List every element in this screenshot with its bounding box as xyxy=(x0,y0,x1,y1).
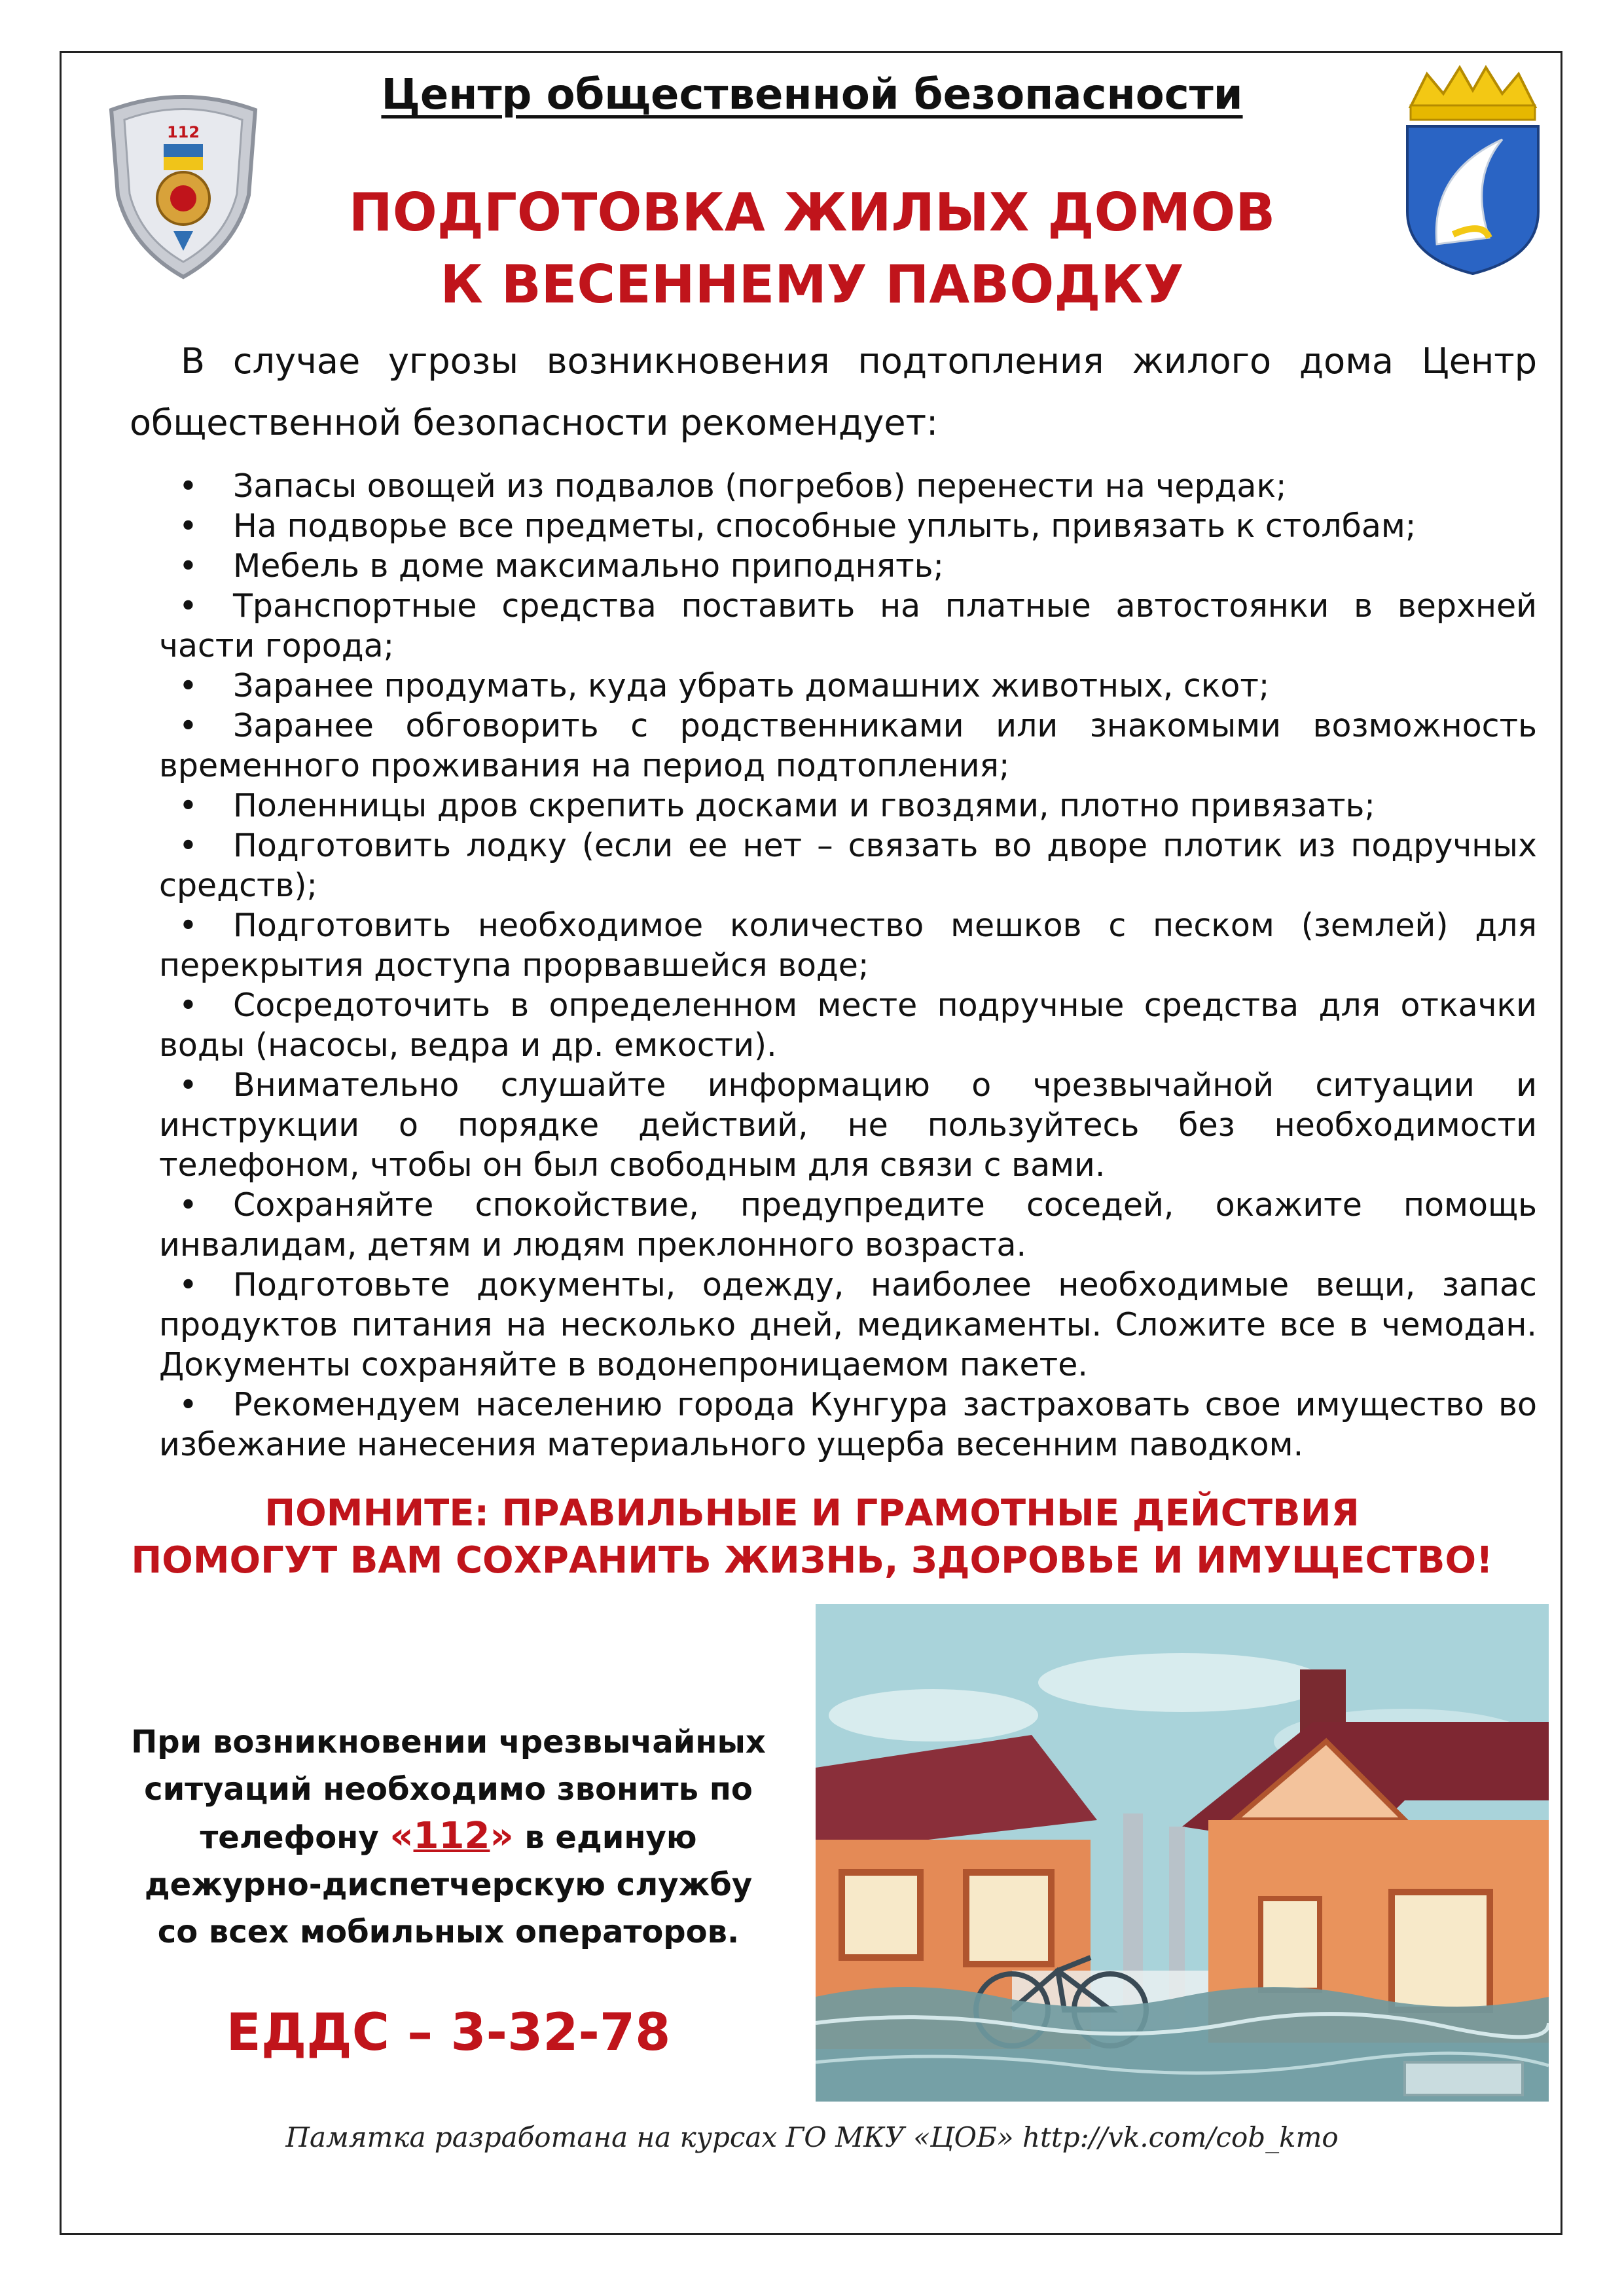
flooded-houses-illustration xyxy=(816,1604,1549,2102)
list-item: • Подготовить необходимое количество мешков с песком (землей) для перекрытия доступа прорвавшейся воде; xyxy=(159,907,1537,984)
list-item: • Заранее обговорить с родственниками или знакомыми возможность временного проживания на период подтопления; xyxy=(159,707,1537,784)
list-item: • Мебель в доме максимально приподнять; xyxy=(179,547,945,585)
list-item: • Рекомендуем населению города Кунгура застраховать свое имущество во избежание нанесения материального ущерба весенним паводком. xyxy=(159,1386,1537,1463)
main-title-line1: ПОДГОТОВКА ЖИЛЫХ ДОМОВ xyxy=(348,182,1276,243)
recommendation-list xyxy=(159,466,1537,1465)
edds-phone: ЕДДС – 3-32-78 xyxy=(226,2003,671,2062)
bullet: • xyxy=(179,827,198,864)
emergency-call-info: При возникновении чрезвычайных ситуаций необходимо звонить по телефону «112» в единую дежурно-диспетчерскую службу со всех мобильных операторов. xyxy=(131,1724,766,1950)
bullet: • xyxy=(179,707,198,744)
main-title-line2: К ВЕСЕННЕМУ ПАВОДКУ xyxy=(440,254,1184,315)
bullet: • xyxy=(179,587,198,625)
list-item: • Поленницы дров скрепить досками и гвоздями, плотно привязать; xyxy=(179,787,1375,824)
svg-text:112: 112 xyxy=(166,123,200,141)
bullet: • xyxy=(179,1066,198,1104)
bullet: • xyxy=(179,907,198,944)
bullet: • xyxy=(179,667,198,704)
main-title xyxy=(0,177,1624,321)
bullet: • xyxy=(179,987,198,1024)
remember-notice xyxy=(0,1490,1624,1584)
list-item: • Запасы овощей из подвалов (погребов) перенести на чердак; xyxy=(179,467,1287,505)
list-item: • Подготовить лодку (если ее нет – связать во дворе плотик из подручных средств); xyxy=(159,827,1537,904)
bullet: • xyxy=(179,507,198,545)
bullet: • xyxy=(179,787,198,824)
emergency-number: «112» xyxy=(389,1815,514,1857)
list-item: • Сохраняйте спокойствие, предупредите соседей, окажите помощь инвалидам, детям и людям преклонного возраста. xyxy=(159,1186,1537,1264)
list-item: • Транспортные средства поставить на платные автостоянки в верхней части города; xyxy=(159,587,1537,665)
organization-title: Центр общественной безопасности xyxy=(381,71,1243,119)
bullet: • xyxy=(179,1266,198,1303)
bullet: • xyxy=(179,467,198,505)
remember-line1: ПОМНИТЕ: ПРАВИЛЬНЫЕ И ГРАМОТНЫЕ ДЕЙСТВИЯ xyxy=(264,1492,1360,1535)
footer-note: Памятка разработана на курсах ГО МКУ «ЦОБ» http://vk.com/cob_kmo xyxy=(285,2121,1339,2153)
list-item: • Сосредоточить в определенном месте подручные средства для откачки воды (насосы, ведра и др. емкости). xyxy=(159,987,1537,1064)
list-item: • Внимательно слушайте информацию о чрезвычайной ситуации и инструкции о порядке действий, не пользуйтесь без необходимости телефоном, чтобы он был свободным для связи с вами. xyxy=(159,1066,1537,1184)
bullet: • xyxy=(179,1186,198,1224)
list-item: • На подворье все предметы, способные уплыть, привязать к столбам; xyxy=(179,507,1416,545)
intro-paragraph: В случае угрозы возникновения подтопления жилого дома Центр общественной безопасности рекомендует: xyxy=(130,340,1537,443)
list-item: • Подготовьте документы, одежду, наиболее необходимые вещи, запас продуктов питания на несколько дней, медикаменты. Сложите все в чемодан. Документы сохраняйте в водонепроницаемом пакете. xyxy=(159,1266,1537,1383)
list-item: • Заранее продумать, куда убрать домашних животных, скот; xyxy=(179,667,1270,704)
bullet: • xyxy=(179,1386,198,1423)
bullet: • xyxy=(179,547,198,585)
remember-line2: ПОМОГУТ ВАМ СОХРАНИТЬ ЖИЗНЬ, ЗДОРОВЬЕ И ИМУЩЕСТВО! xyxy=(131,1539,1493,1582)
